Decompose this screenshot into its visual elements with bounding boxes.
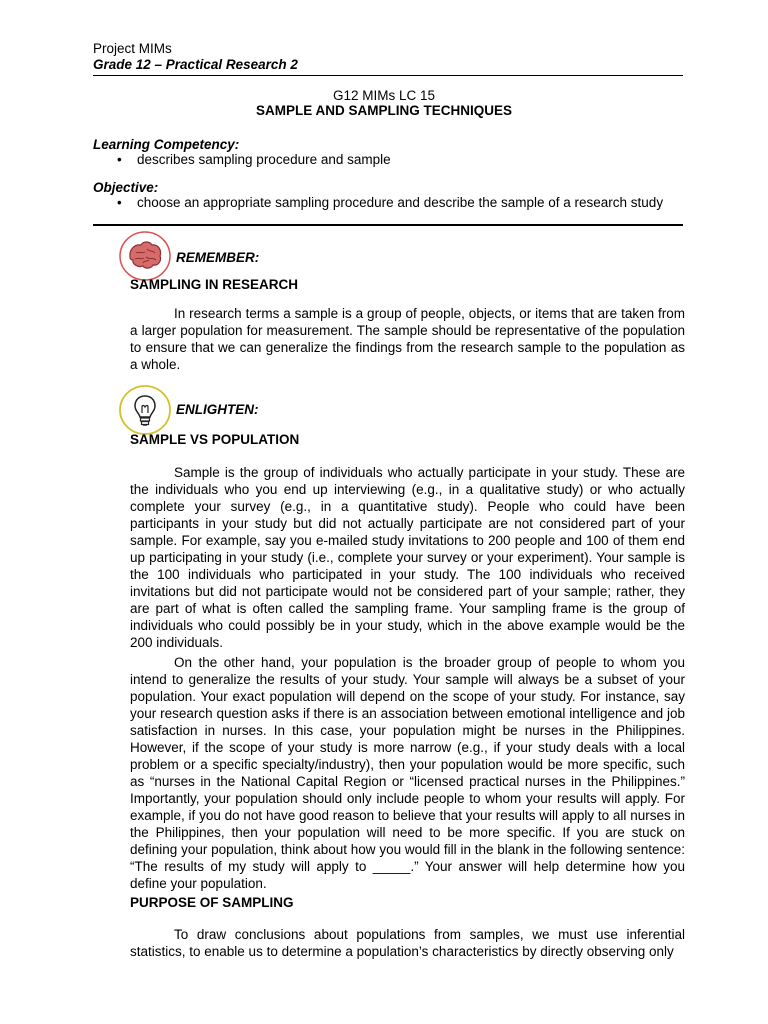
- objective-item: [117, 195, 663, 210]
- section-heading-sample-vs-population: SAMPLE VS POPULATION: [130, 432, 300, 447]
- header-project: Project MIMs: [93, 41, 172, 56]
- learning-competency-label: Learning Competency:: [93, 137, 240, 152]
- header-divider: [93, 75, 683, 76]
- objective-label: Objective:: [93, 180, 159, 195]
- objective-text: choose an appropriate sampling procedure and describe the sample of a research study: [137, 195, 664, 210]
- section-heading-purpose-of-sampling: PURPOSE OF SAMPLING: [130, 895, 294, 910]
- lightbulb-icon: [118, 383, 172, 437]
- document-code: G12 MIMs LC 15: [332, 88, 436, 103]
- learning-competency-item: [117, 152, 391, 167]
- bullet: •: [117, 152, 122, 167]
- paragraph-sample-definition: Sample is the group of individuals who actually participate in your study. These are the individuals who you end up interviewing (e.g., in a qualitative study) or who actually complete your survey (e.g., in a quantitative study). People who could have been participants in your study but did not actually participate are not considered part of your sample. For example, say you e-mailed study invitations to 200 people and 100 of them end up participating in your study (i.e., complete your survey or your experiment). Your sample is the 100 individuals who participated in your study. The 100 individuals who received invitations but did not participate would not be considered part of your sample; rather, they are part of what is often called the sampling frame. Your sampling frame is the group of individuals who could possibly be in your study, which in the above example would be the 200 individuals.: [130, 465, 685, 650]
- paragraph-purpose-of-sampling: To draw conclusions about populations from samples, we must use inferential statistics, to enable us to determine a population’s characteristics by directly observing only: [130, 927, 685, 959]
- remember-tag: REMEMBER:: [176, 250, 260, 265]
- section-heading-sampling-in-research: SAMPLING IN RESEARCH: [130, 277, 299, 292]
- brain-icon: [118, 229, 172, 283]
- header-grade: Grade 12 – Practical Research 2: [93, 57, 298, 72]
- paragraph-sampling-in-research: In research terms a sample is a group of people, objects, or items that are taken from a larger population for measurement. The sample should be representative of the population to ensure that we can generalize the findings from the research sample to the population as a whole.: [130, 306, 685, 372]
- learning-competency-text: describes sampling procedure and sample: [137, 152, 391, 167]
- section-divider: [93, 224, 683, 226]
- enlighten-tag: ENLIGHTEN:: [176, 402, 259, 417]
- paragraph-population-definition: On the other hand, your population is the broader group of people to whom you intend to generalize the results of your study. Your sample will always be a subset of your population. Your exact population will depend on the scope of your study. For instance, say your research question asks if there is an association between emotional intelligence and job satisfaction in nurses. In this case, your population might be nurses in the Philippines. However, if the scope of your study is more narrow (e.g., if your study deals with a local problem or a specific specialty/industry), then your population would be more specific, such as “nurses in the National Capital Region or “licensed practical nurses in the Philippines.” Importantly, your population should only include people to whom your results will apply. For example, if you do not have good reason to believe that your results will apply to all nurses in the Philippines, then your population will need to be more specific. If you are stuck on defining your population, think about how you would fill in the blank in the following sentence: “The results of my study will apply to _____.” Your answer will help determine how you define your population.: [130, 655, 685, 891]
- bullet: •: [117, 195, 122, 210]
- document-title: SAMPLE AND SAMPLING TECHNIQUES: [255, 103, 512, 118]
